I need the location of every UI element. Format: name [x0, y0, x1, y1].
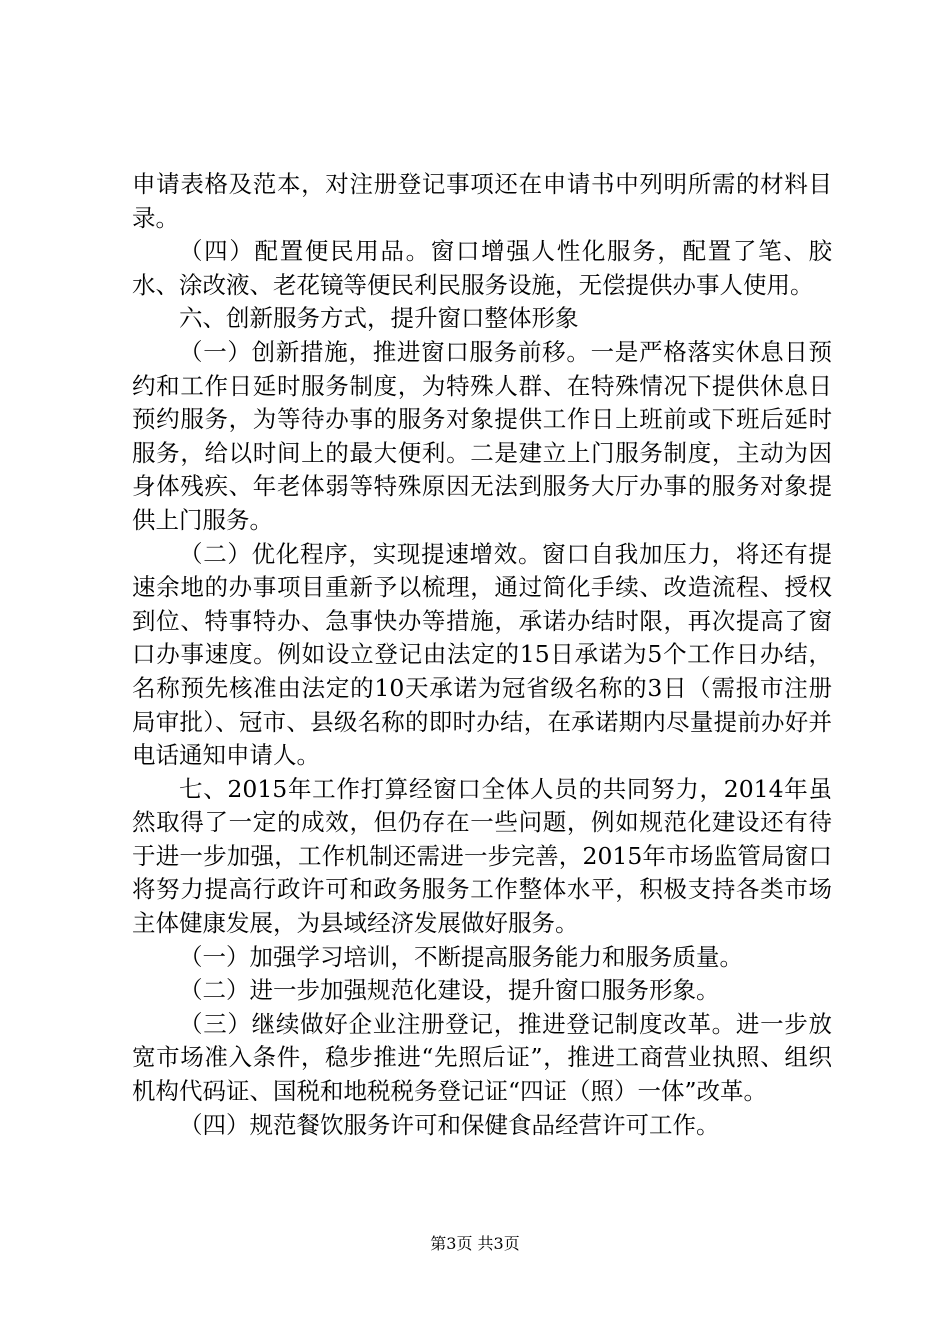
page-number-footer: 第3页 共3页	[430, 1234, 520, 1253]
paragraph-item-1: （一）创新措施，推进窗口服务前移。一是严格落实休息日预约和工作日延时服务制度，为特殊人群、在特殊情况下提供休息日预约服务，为等待办事的服务对象提供工作日上班前或下班后延时服务，给以时间上的最大便利。二是建立上门服务制度，主动为因身体残疾、年老体弱等特殊原因无法到服务大厅办事的服务对象提供上门服务。	[132, 337, 832, 534]
paragraph-continued: 申请表格及范本，对注册登记事项还在申请书中列明所需的材料目录。	[132, 170, 832, 232]
plan-item-3: （三）继续做好企业注册登记，推进登记制度改革。进一步放宽市场准入条件，稳步推进“先照后证”，推进工商营业执照、组织机构代码证、国税和地税税务登记证“四证（照）一体”改革。	[132, 1009, 832, 1106]
paragraph-item-2: （二）优化程序，实现提速增效。窗口自我加压力，将还有提速余地的办事项目重新予以梳理，通过简化手续、改造流程、授权到位、特事特办、急事快办等措施，承诺办结时限，再次提高了窗口办事速度。例如设立登记由法定的15日承诺为5个工作日办结，名称预先核准由法定的10天承诺为冠省级名称的3日（需报市注册局审批）、冠市、县级名称的即时办结，在承诺期内尽量提前办好并电话通知申请人。	[132, 539, 832, 770]
paragraph-item-4: （四）配置便民用品。窗口增强人性化服务，配置了笔、胶水、涂改液、老花镜等便民利民服务设施，无偿提供办事人使用。	[132, 237, 832, 299]
plan-item-1: （一）加强学习培训，不断提高服务能力和服务质量。	[179, 942, 743, 971]
plan-item-4: （四）规范餐饮服务许可和保健食品经营许可工作。	[179, 1110, 720, 1139]
plan-item-2: （二）进一步加强规范化建设，提升窗口服务形象。	[179, 976, 720, 1005]
document-body	[132, 168, 832, 1142]
section-heading-7: 七、2015年工作打算经窗口全体人员的共同努力，2014年虽然取得了一定的成效，但仍存在一些问题，例如规范化建设还有待于进一步加强，工作机制还需进一步完善，2015年市场监管局窗口将努力提高行政许可和政务服务工作整体水平，积极支持各类市场主体健康发展，为县域经济发展做好服务。	[132, 774, 832, 938]
section-heading-6: 六、创新服务方式，提升窗口整体形象	[179, 304, 579, 333]
